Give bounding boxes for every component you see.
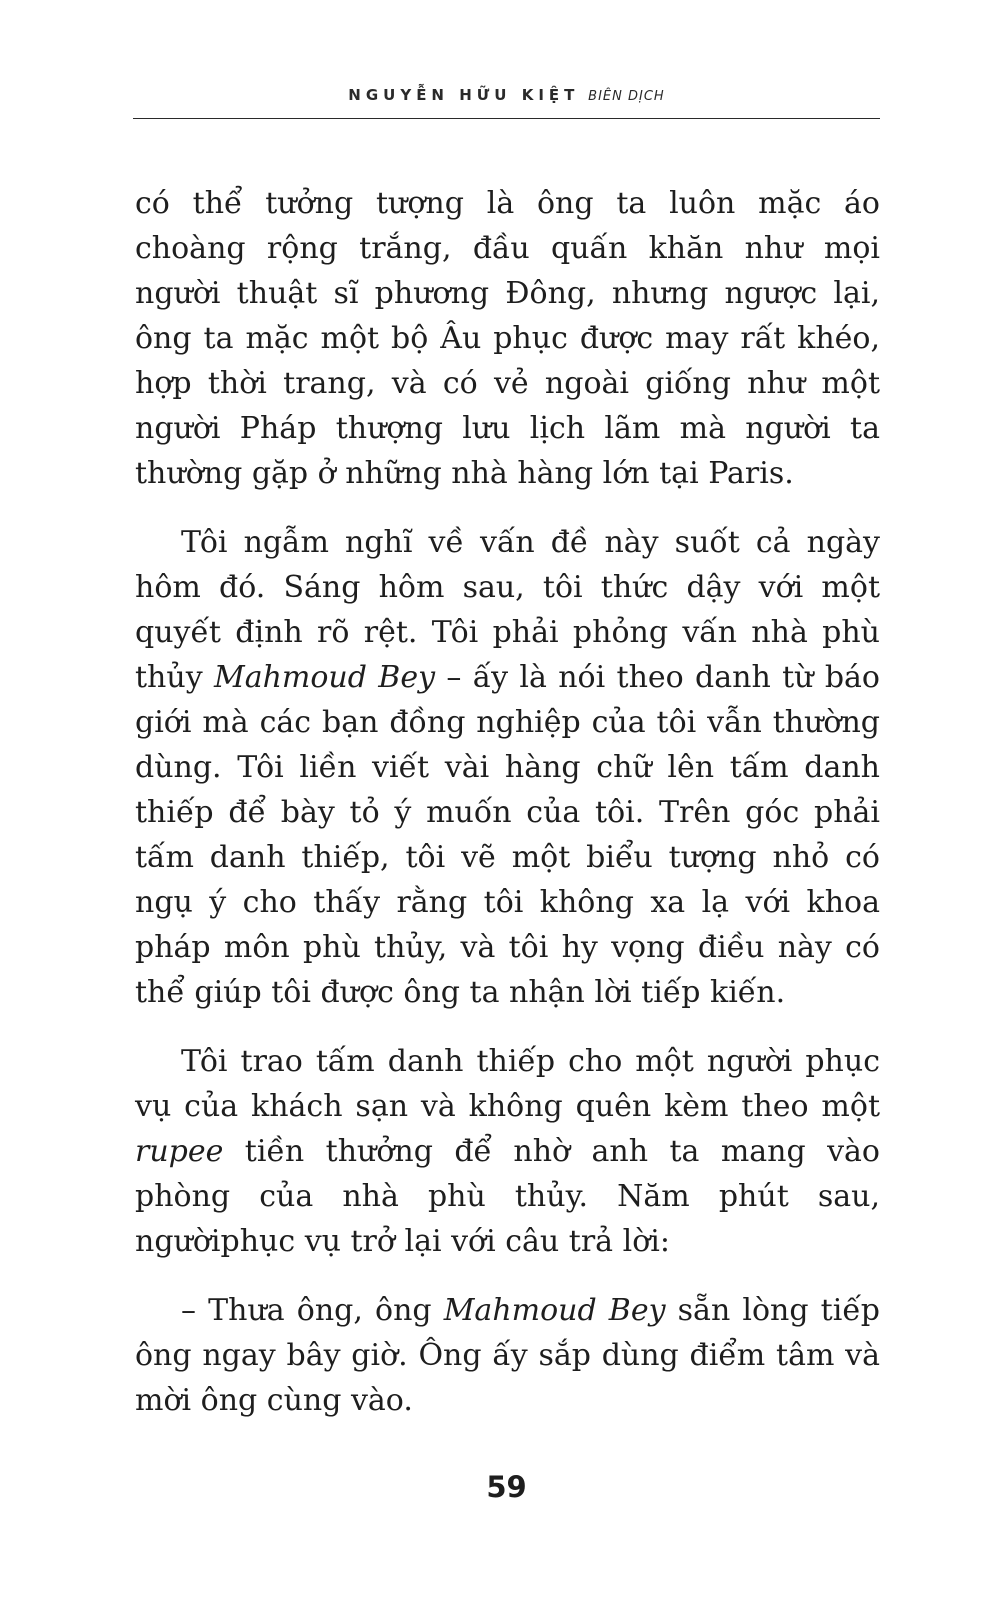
paragraph-2 — [135, 520, 880, 1015]
header-role: BIÊN DỊCH — [588, 89, 665, 104]
paragraph-3-text-start: Tôi trao tấm danh thiếp cho một người phục vụ của khách sạn và không quên kèm theo một — [135, 1044, 880, 1124]
paragraph-2-text-start: Tôi ngẫm nghĩ về vấn đề này suốt cả ngày hôm đó. Sáng hôm sau, tôi thức dậy với một quyết định rõ rệt. Tôi phải phỏng vấn nhà phù thủy — [135, 525, 880, 695]
paragraph-1-text: có thể tưởng tượng là ông ta luôn mặc áo choàng rộng trắng, đầu quấn khăn như mọi người thuật sĩ phương Đông, nhưng ngược lại, ông ta mặc một bộ Âu phục được may rất khéo, hợp thời trang, và có vẻ ngoài giống như một người Pháp thượng lưu lịch lãm mà người ta thường gặp ở những nhà hàng lớn tại Paris. — [135, 186, 880, 491]
page-number: 59 — [486, 1470, 527, 1504]
paragraph-4-text-start: – Thưa ông, ông — [181, 1293, 444, 1328]
paragraph-2-italic-name: Mahmoud Bey — [213, 660, 436, 695]
paragraph-1 — [135, 181, 880, 496]
paragraph-3-text-end: tiền thưởng để nhờ anh ta mang vào phòng của nhà phù thủy. Năm phút sau, ngườiphục vụ trở lại với câu trả lời: — [135, 1134, 880, 1259]
paragraph-4-text-end: sẵn lòng tiếp ông ngay bây giờ. Ông ấy sắp dùng điểm tâm và mời ông cùng vào. — [135, 1293, 880, 1418]
paragraph-3-italic-word: rupee — [135, 1134, 224, 1169]
header-author: NGUYỄN HỮU KIỆT — [348, 86, 580, 104]
paragraph-3 — [135, 1039, 880, 1264]
paragraph-4-italic-name: Mahmoud Bey — [443, 1293, 666, 1328]
paragraph-2-text-end: – ấy là nói theo danh từ báo giới mà các bạn đồng nghiệp của tôi vẫn thường dùng. Tôi liền viết vài hàng chữ lên tấm danh thiếp để bày tỏ ý muốn của tôi. Trên góc phải tấm danh thiếp, tôi vẽ một biểu tượng nhỏ có ngụ ý cho thấy rằng tôi không xa lạ với khoa pháp môn phù thủy, và tôi hy vọng điều này có thể giúp tôi được ông ta nhận lời tiếp kiến. — [135, 660, 880, 1010]
header-rule — [133, 118, 880, 119]
paragraph-4 — [135, 1288, 880, 1423]
page-body — [135, 181, 880, 1447]
running-header — [133, 86, 880, 104]
